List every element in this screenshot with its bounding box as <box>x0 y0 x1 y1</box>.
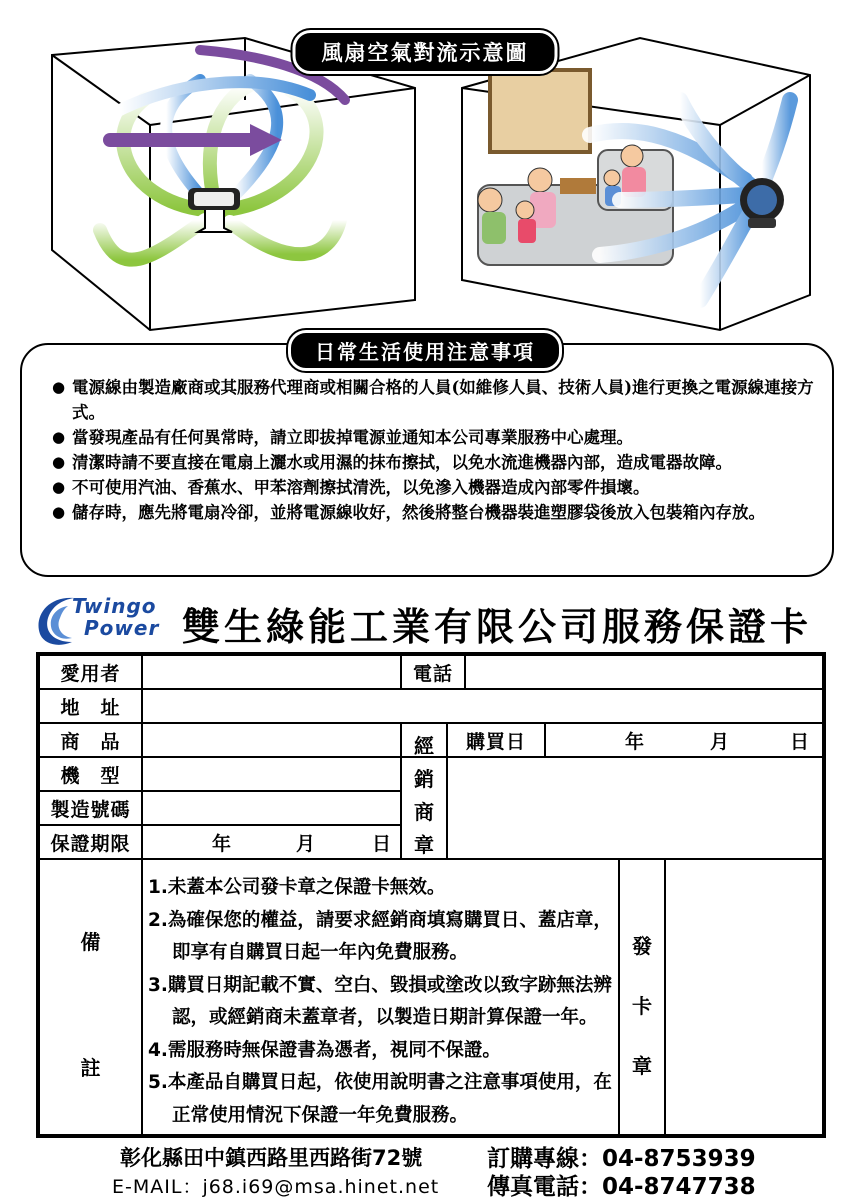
footer <box>0 1140 850 1200</box>
address-label: 地 址 <box>60 696 121 719</box>
user-label: 愛用者 <box>60 662 121 685</box>
bullet-icon: ● <box>52 478 66 496</box>
user-field[interactable] <box>143 656 400 688</box>
dealer-stamp-char: 商 <box>414 800 434 824</box>
model-field[interactable] <box>143 758 400 790</box>
remark-item: 4.需服務時無保證書為憑者，視同不保證。 <box>148 1039 501 1061</box>
issuer-stamp-char: 章 <box>632 1054 652 1078</box>
picture-frame-icon <box>490 70 590 152</box>
bullet-icon: ● <box>52 503 66 521</box>
remark-item: 1.未蓋本公司發卡章之保證卡無效。 <box>148 877 446 898</box>
company-address: 彰化縣田中鎮西路里西路街72號 <box>120 1146 423 1170</box>
remark-item: 5.本產品自購買日起，依使用說明書之注意事項使用，在正常使用情況下保證一年免費服務。 <box>148 1072 612 1126</box>
purchase-year-unit: 年 <box>625 730 645 753</box>
remark-char: 註 <box>80 1056 101 1080</box>
purchase-day-unit: 日 <box>790 730 810 753</box>
dealer-stamp-area[interactable] <box>448 758 822 858</box>
warranty-label: 保證期限 <box>50 832 131 855</box>
issuer-stamp-area[interactable] <box>666 860 822 1134</box>
remark-item: 3.購買日期記載不實、空白、毀損或塗改以致字跡無法辨認，或經銷商未蓋章者，以製造日期計算保證一年。 <box>148 974 612 1028</box>
notice-item: ● 當發現產品有任何異常時，請立即拔掉電源並通知本公司專業服務中心處理。 <box>52 425 822 450</box>
notice-item: ● 電源線由製造廠商或其服務代理商或相關合格的人員(如維修人員、技術人員)進行更換之電源線連接方式。 <box>52 375 822 425</box>
notice-item: ● 不可使用汽油、香蕉水、甲苯溶劑擦拭清洗，以免滲入機器造成內部零件損壞。 <box>52 475 822 500</box>
address-field[interactable] <box>143 690 822 722</box>
remark-char: 備 <box>80 930 101 954</box>
warranty-form <box>36 652 826 1138</box>
notices-box <box>20 343 834 577</box>
card-header <box>32 590 832 650</box>
purchase-date-label: 購買日 <box>465 730 526 753</box>
dealer-stamp-char: 銷 <box>414 767 434 791</box>
logo-text-power: Power <box>84 616 160 640</box>
phone-label: 電話 <box>412 662 453 685</box>
serial-label: 製造號碼 <box>50 798 131 821</box>
remark-item: 2.為確保您的權益，請要求經銷商填寫購買日、蓋店章，即享有自購買日起一年內免費服務。 <box>148 909 612 963</box>
notice-item: ● 清潔時請不要直接在電扇上灑水或用濕的抹布擦拭，以免水流進機器內部，造成電器故障。 <box>52 450 822 475</box>
product-field[interactable] <box>143 724 400 756</box>
diagram-title: 風扇空氣對流示意圖 <box>293 30 558 74</box>
bullet-icon: ● <box>52 378 66 396</box>
serial-field[interactable] <box>143 792 400 824</box>
company-email: E-MAIL：j68.i69@msa.hinet.net <box>112 1176 440 1198</box>
phone-field[interactable] <box>466 656 822 688</box>
notices-title: 日常生活使用注意事項 <box>288 330 562 371</box>
col-divider <box>544 722 546 756</box>
issuer-stamp-char: 發 <box>632 934 652 958</box>
purchase-month-unit: 月 <box>710 730 730 753</box>
notice-list <box>52 375 822 525</box>
logo-text-twingo: Twingo <box>72 594 157 618</box>
bullet-icon: ● <box>52 453 66 471</box>
card-title: 雙生綠能工業有限公司服務保證卡 <box>182 604 813 649</box>
model-label: 機 型 <box>60 764 121 787</box>
dealer-stamp-char: 章 <box>414 833 434 857</box>
bullet-icon: ● <box>52 428 66 446</box>
order-hotline: 訂購專線：04-8753939 <box>487 1146 756 1172</box>
product-label: 商 品 <box>60 730 121 753</box>
remark-list <box>148 872 618 1132</box>
fax-number: 傳真電話：04-8747738 <box>487 1174 756 1200</box>
warranty-day-unit: 日 <box>372 832 392 855</box>
notice-item: ● 儲存時，應先將電扇冷卻，並將電源線收好，然後將整台機器裝進塑膠袋後放入包裝箱內存放。 <box>52 500 822 525</box>
dealer-stamp-char: 經 <box>414 734 434 758</box>
issuer-stamp-char: 卡 <box>632 994 652 1018</box>
company-logo <box>32 590 182 650</box>
warranty-year-unit: 年 <box>212 832 232 855</box>
warranty-month-unit: 月 <box>296 832 316 855</box>
